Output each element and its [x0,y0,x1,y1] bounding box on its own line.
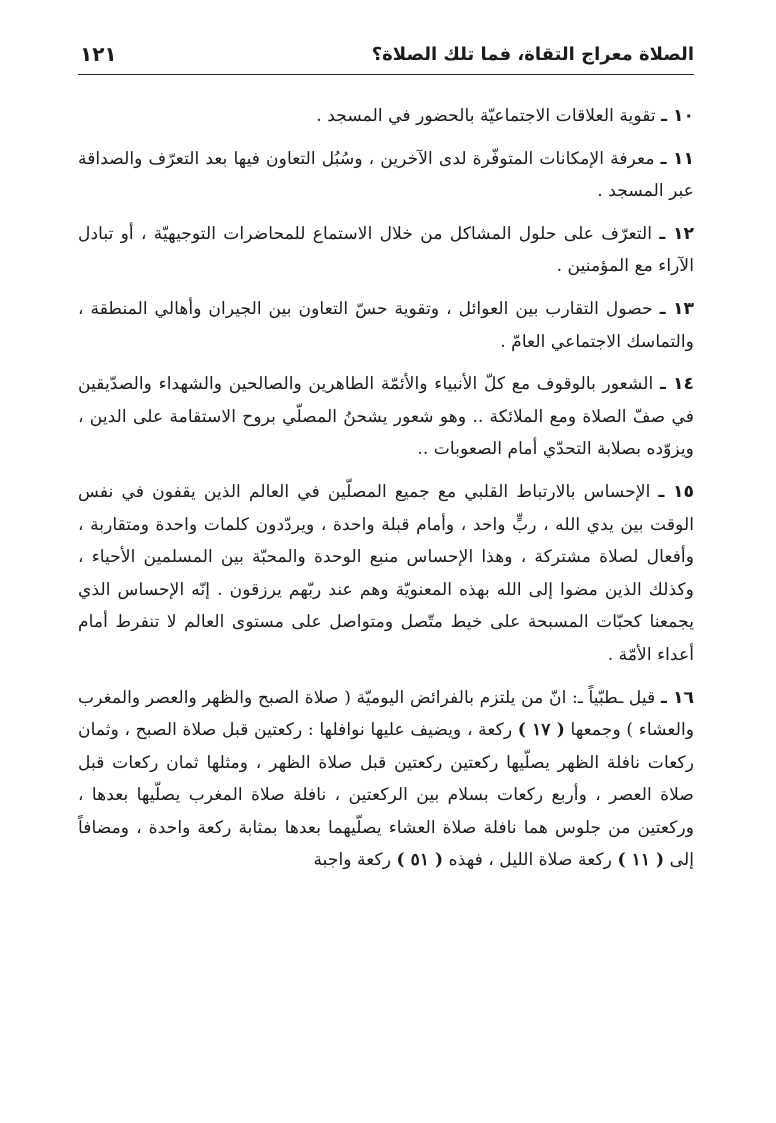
item-number: ١٠ ـ [661,106,694,126]
list-item-11 [78,143,694,208]
list-item-14 [78,368,694,466]
page-number: ١٢١ [80,42,117,66]
item-text: الشعور بالوقوف مع كلّ الأنبياء والأئمّة الطاهرين والصالحين والشهداء والصدّيقين في صفّ الصلاة ومع الملائكة .. وهو شعور يشحنُ المصلّي بروح الاستقامة على الدين ، ويزوّده بصلابة التحدّي أمام الصعوبات .. [78,374,694,460]
item-number: ١١ ـ [660,148,695,169]
item-text: قيل ـطبّياً ـ: انّ من يلتزم بالفرائض اليوميّة ( صلاة الصبح والظهر والعصر والمغرب والعشاء ) وجمعها [78,687,695,741]
number-fifty-one: ( ٥١ ) [396,850,444,871]
list-item-10 [78,100,694,133]
item-number: ١٢ ـ [659,223,695,244]
list-item-12 [78,218,694,283]
item-text: ركعة ، ويضيف عليها نوافلها : ركعتين قبل صلاة الصبح ، وثمان ركعات نافلة الظهر يصلّيها ركعتين ركعتين قبل صلاة الظهر ، ومثلها ثمان ركعات قبل صلاة العصر ، وأربع ركعات بسلام بين الركعتين ، نافلة صلاة المغرب يصلّيها بعدها ، وركعتين من جلوس هما نافلة صلاة العشاء يصلّيهما بعدها بمثابة ركعة واحدة ، ومضافاً إلى [78,720,694,871]
item-number: ١٤ ـ [659,374,695,395]
number-seventeen: ( ١٧ ) [517,720,565,741]
page-header [78,38,694,78]
item-number: ١٦ ـ [660,687,695,708]
item-text: ركعة واجبة [313,850,392,871]
item-number: ١٥ ـ [658,481,695,502]
item-text: حصول التقارب بين العوائل ، وتقوية حسّ التعاون بين الجيران وأهالي المنطقة ، والتماسك الاجتماعي العامّ . [78,298,694,352]
item-text: الإحساس بالارتباط القلبي مع جميع المصلّين في العالم الذين يقفون في نفس الوقت بين يدي الله ، ربٍّ واحد ، وأمام قبلة واحدة ، ويردّدون كلمات واحدة ومتقاربة ، وأفعال لصلاة مشتركة ، وهذا الإحساس منبع الوحدة والمحبّة بين المسلمين الأحياء ، وكذلك الذين مضوا إلى الله بهذه المعنويّة وهم عند ربّهم يرزقون . إنّه الإحساس الذي يجمعنا كحبّات المسبحة على خيط متّصل ومتواصل على مستوى العالم لا تنفرط أمام أعداء الأمّة . [78,481,694,665]
item-number: ١٣ ـ [659,298,694,319]
running-title: الصلاة معراج التقاة، فما تلك الصلاة؟ [371,44,694,65]
number-eleven: ( ١١ ) [617,850,665,871]
header-rule [78,74,694,75]
item-text: التعرّف على حلول المشاكل من خلال الاستماع للمحاضرات التوجيهيّة ، أو تبادل الآراء مع المؤمنين . [78,223,694,277]
list-item-16 [78,682,694,878]
list-item-13 [78,293,694,358]
item-text: ركعة صلاة الليل ، فهذه [448,850,612,871]
item-text: تقوية العلاقات الاجتماعيّة بالحضور في المسجد . [316,106,656,126]
item-text: معرفة الإمكانات المتوفّرة لدى الآخرين ، وسُبُل التعاون فيها بعد التعرّف والصداقة عبر المسجد . [78,148,694,202]
page-body [78,100,694,887]
list-item-15 [78,476,694,672]
